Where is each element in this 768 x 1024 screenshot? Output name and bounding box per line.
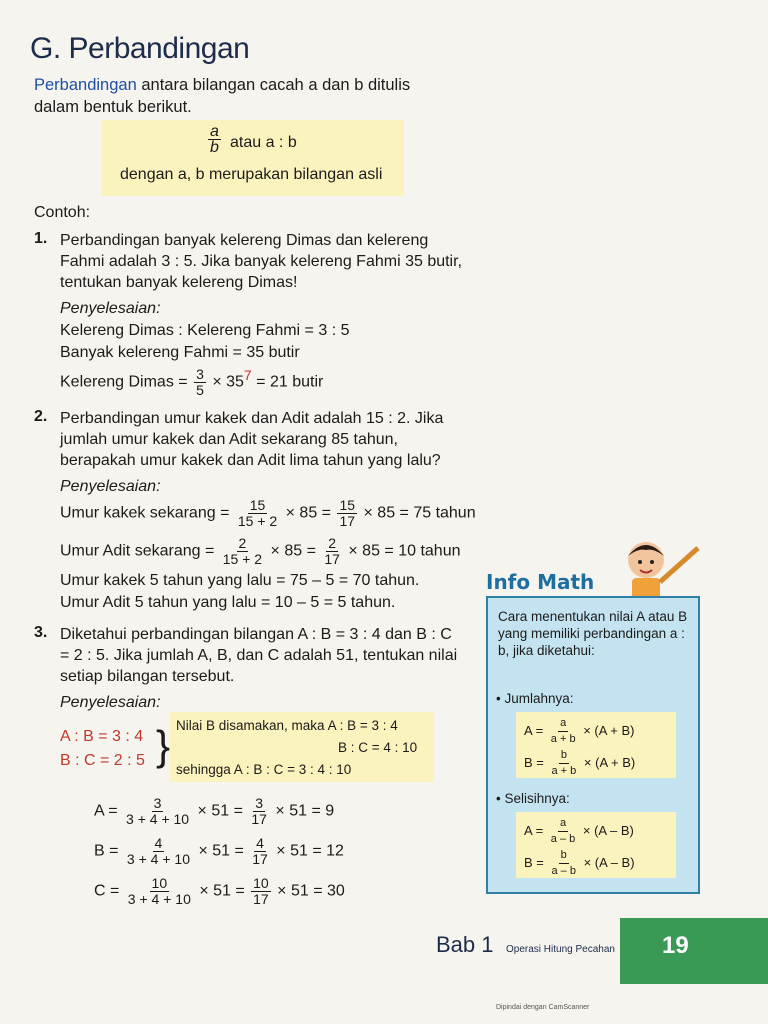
frac-denominator: a – b bbox=[551, 865, 576, 877]
frac-denominator: 5 bbox=[196, 381, 204, 398]
frac-numerator: b bbox=[559, 848, 569, 864]
line-prefix: Umur kakek sekarang = bbox=[60, 504, 230, 522]
line-end: × 51 = 30 bbox=[277, 882, 345, 900]
line-mid: × 85 = bbox=[285, 504, 332, 522]
solution-line: Kelereng Dimas : Kelereng Fahmi = 3 : 5 bbox=[60, 322, 350, 339]
example-number: 1. bbox=[34, 230, 48, 247]
formula-rhs: × (A + B) bbox=[583, 722, 635, 738]
solution-line: Banyak kelereng Fahmi = 35 butir bbox=[60, 344, 300, 361]
formula-rhs: × (A – B) bbox=[583, 854, 635, 870]
intro-text: antara bilangan cacah a dan b ditulis dalam bentuk berikut. bbox=[34, 76, 411, 116]
example-problem: Diketahui perbandingan bilangan A : B = 3 : 4 dan B : C = 2 : 5. Jika jumlah A, B, dan C adalah 51, tentukan nilai setiap bilangan tersebut. bbox=[60, 626, 458, 685]
frac-denominator: 17 bbox=[251, 811, 267, 827]
formula-lhs: A = bbox=[524, 822, 544, 838]
frac-numerator: 2 bbox=[238, 535, 247, 551]
line-prefix: Umur Adit sekarang = bbox=[60, 542, 215, 560]
info-bullet: • Selisihnya: bbox=[496, 791, 570, 806]
example-number: 2. bbox=[34, 408, 48, 425]
frac-numerator: a bbox=[210, 123, 219, 140]
line-end: × 51 = 9 bbox=[275, 802, 335, 820]
frac-denominator: 3 + 4 + 10 bbox=[126, 851, 190, 867]
cancel-result: 7 bbox=[243, 367, 252, 383]
page-number: 19 bbox=[662, 932, 689, 959]
frac-denominator: a + b bbox=[551, 765, 577, 777]
intro-keyword: Perbandingan bbox=[34, 76, 137, 94]
solution-line: Umur kakek 5 tahun yang lalu = 75 – 5 = 70 tahun. bbox=[60, 572, 420, 589]
frac-numerator: 3 bbox=[196, 365, 204, 382]
line-end: = 21 butir bbox=[256, 373, 324, 391]
frac-numerator: 15 bbox=[339, 497, 356, 513]
line-mid: × 51 = bbox=[199, 882, 245, 900]
frac-numerator: 4 bbox=[256, 835, 264, 851]
line-mid: × 85 = bbox=[270, 542, 316, 560]
ratio-line: B : C = 2 : 5 bbox=[60, 752, 145, 769]
frac-numerator: a bbox=[558, 816, 568, 832]
ratio-line: A : B = 3 : 4 bbox=[60, 728, 144, 745]
frac-numerator: b bbox=[559, 748, 569, 764]
page-number-band bbox=[620, 918, 768, 984]
frac-numerator: 4 bbox=[154, 835, 163, 851]
line-end: × 85 = 75 tahun bbox=[363, 504, 476, 522]
example-problem: Perbandingan banyak kelereng Dimas dan kelereng Fahmi adalah 3 : 5. Jika banyak kelereng Fahmi 35 butir, tentukan banyak kelereng Dimas! bbox=[60, 232, 462, 291]
frac-numerator: 15 bbox=[249, 497, 266, 513]
frac-denominator: 15 + 2 bbox=[237, 513, 278, 529]
line-mid: × 35 bbox=[212, 373, 244, 391]
line-end: × 85 = 10 tahun bbox=[348, 542, 461, 560]
frac-denominator: 17 bbox=[339, 513, 356, 529]
frac-numerator: 2 bbox=[328, 535, 337, 551]
frac-denominator: 17 bbox=[324, 551, 340, 567]
definition-fraction bbox=[206, 124, 223, 155]
formula-line bbox=[524, 748, 635, 779]
frac-denominator: 3 + 4 + 10 bbox=[127, 891, 191, 907]
formula-lhs: A = bbox=[524, 722, 544, 738]
solution-line bbox=[94, 876, 345, 907]
contoh-label: Contoh: bbox=[34, 204, 91, 221]
example-problem: Perbandingan umur kakek dan Adit adalah 15 : 2. Jika jumlah umur kakek dan Adit sekarang 85 tahun, berapakah umur kakek dan Adit lima tahun yang lalu? bbox=[60, 410, 444, 469]
definition-box bbox=[102, 120, 404, 196]
frac-denominator: 3 + 4 + 10 bbox=[126, 811, 190, 827]
solution-label: Penyelesaian: bbox=[60, 300, 161, 317]
chapter-subtitle: Operasi Hitung Pecahan bbox=[506, 944, 615, 955]
solution-line bbox=[94, 796, 334, 827]
formula-rhs: × (A – B) bbox=[582, 822, 634, 838]
line-mid: × 51 = bbox=[198, 842, 244, 860]
example-number: 3. bbox=[34, 624, 48, 641]
info-math-text: Cara menentukan nilai A atau B yang memiliki perbandingan a : b, jika diketahui: bbox=[498, 609, 688, 658]
formula-line bbox=[524, 816, 634, 847]
solution-line bbox=[94, 836, 344, 867]
line-prefix: A = bbox=[94, 802, 118, 820]
bullet-label: Jumlahnya: bbox=[504, 691, 574, 706]
frac-denominator: 15 + 2 bbox=[222, 551, 263, 567]
frac-denominator: 17 bbox=[253, 891, 269, 907]
sum-formula-box bbox=[516, 712, 676, 778]
frac-numerator: 3 bbox=[255, 795, 264, 811]
info-bullet: • Jumlahnya: bbox=[496, 691, 574, 706]
solution-line bbox=[60, 364, 323, 398]
note-line: B : C = 4 : 10 bbox=[338, 740, 418, 755]
diff-formula-box bbox=[516, 812, 676, 878]
formula-lhs: B = bbox=[524, 754, 544, 770]
bullet-label: Selisihnya: bbox=[504, 791, 570, 806]
frac-numerator: 10 bbox=[151, 875, 168, 891]
definition-alt: atau a : b bbox=[230, 134, 297, 151]
frac-denominator: a – b bbox=[550, 833, 576, 845]
info-math-title: Info Math bbox=[486, 570, 595, 594]
line-prefix: C = bbox=[94, 882, 120, 900]
line-prefix: Kelereng Dimas = bbox=[60, 373, 188, 391]
formula-line bbox=[524, 716, 635, 747]
note-line: sehingga A : B : C = 3 : 4 : 10 bbox=[176, 762, 352, 777]
info-math-box bbox=[486, 596, 700, 894]
solution-label: Penyelesaian: bbox=[60, 694, 161, 711]
solution-line bbox=[60, 536, 461, 567]
scanner-watermark: Dipindai dengan CamScanner bbox=[496, 1004, 590, 1011]
definition-condition: dengan a, b merupakan bilangan asli bbox=[120, 166, 383, 183]
line-mid: × 51 = bbox=[197, 802, 243, 820]
formula-line bbox=[524, 848, 635, 879]
frac-numerator: 10 bbox=[253, 875, 269, 891]
brace-icon: } bbox=[156, 722, 171, 769]
frac-numerator: a bbox=[558, 716, 568, 732]
line-prefix: B = bbox=[94, 842, 119, 860]
frac-denominator: 17 bbox=[252, 851, 268, 867]
note-box bbox=[170, 712, 434, 782]
section-title: G. Perbandingan bbox=[30, 32, 250, 65]
frac-numerator: 3 bbox=[153, 795, 162, 811]
solution-label: Penyelesaian: bbox=[60, 478, 161, 495]
formula-lhs: B = bbox=[524, 854, 544, 870]
frac-denominator: b bbox=[210, 139, 219, 156]
chapter-label: Bab 1 bbox=[436, 932, 494, 957]
line-end: × 51 = 12 bbox=[276, 842, 344, 860]
intro-paragraph bbox=[34, 74, 454, 118]
solution-line: Umur Adit 5 tahun yang lalu = 10 – 5 = 5 tahun. bbox=[60, 594, 396, 611]
solution-line bbox=[60, 498, 476, 529]
frac-denominator: a + b bbox=[550, 733, 576, 745]
formula-rhs: × (A + B) bbox=[583, 754, 636, 770]
note-line: Nilai B disamakan, maka A : B = 3 : 4 bbox=[176, 718, 398, 733]
